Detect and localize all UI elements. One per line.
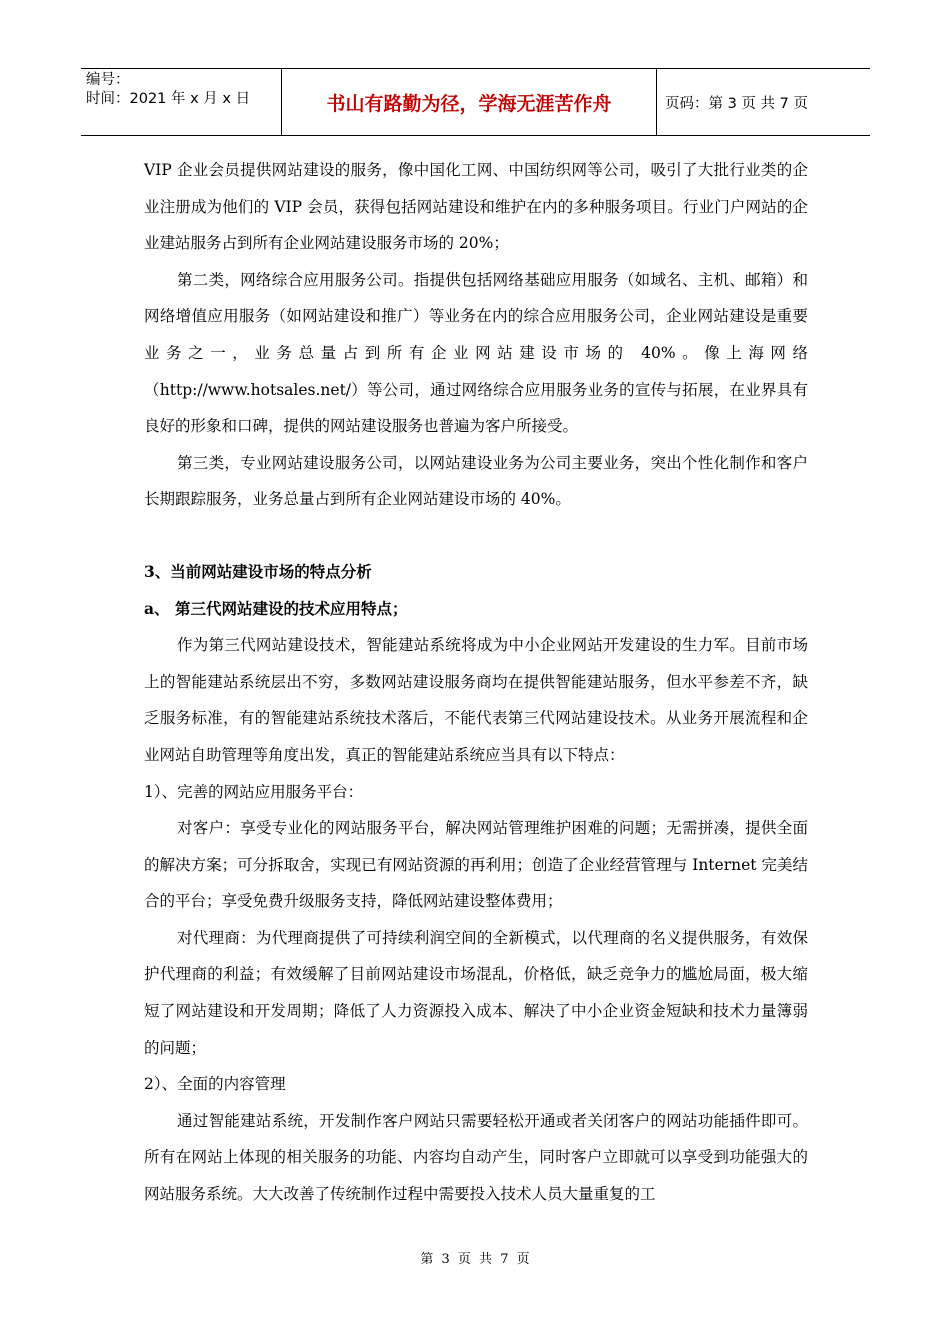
- header-page-info: 页码：第 3 页 共 7 页: [665, 95, 808, 112]
- page-footer: 第 3 页 共 7 页: [420, 1252, 530, 1267]
- paragraph: 对代理商：为代理商提供了可持续利润空间的全新模式，以代理商的名义提供服务，有效保护代理商的利益；有效缓解了目前网站建设市场混乱，价格低，缺乏竞争力的尴尬局面，极大缩短了网站建设和开发周期；降低了人力资源投入成本、解决了中小企业资金短缺和技术力量簿弱的问题；: [144, 928, 808, 1057]
- time-label: 时间：2021 年 x 月 x 日: [86, 91, 251, 107]
- subsection-heading: a、 第三代网站建设的技术应用特点；: [144, 598, 408, 618]
- spacer: [144, 518, 808, 554]
- paragraph: VIP 企业会员提供网站建设的服务，像中国化工网、中国纺织网等公司，吸引了大批行业类的企业注册成为他们的 VIP 会员，获得包括网站建设和维护在内的多种服务项目。行业门户网站的企业建站服务占到所有企业网站建设服务市场的 20%；: [144, 161, 808, 253]
- list-item-heading: 1）、完善的网站应用服务平台：: [144, 782, 364, 801]
- paragraph: 第二类，网络综合应用服务公司。指提供包括网络基础应用服务（如域名、主机、邮箱）和网络增值应用服务（如网站建设和推广）等业务在内的综合应用服务公司，企业网站建设是重要业务之一，业务总量占到所有企业网站建设市场的 40%。像上海网络（http://www.hotsales.net/）等公司，通过网络综合应用服务业务的宣传与拓展，在业界具有良好的形象和口碑，提供的网站建设服务也普遍为客户所接受。: [144, 270, 808, 436]
- paragraph: 第三类，专业网站建设服务公司，以网站建设业务为公司主要业务，突出个性化制作和客户长期跟踪服务，业务总量占到所有企业网站建设市场的 40%。: [144, 453, 808, 509]
- paragraph: 对客户：享受专业化的网站服务平台，解决网站管理维护困难的问题；无需拼凑，提供全面的解决方案；可分拆取舍，实现已有网站资源的再利用；创造了企业经营管理与 Internet 完美结合的平台；享受免费升级服务支持，降低网站建设整体费用；: [144, 819, 808, 911]
- serial-label: 编号：: [86, 72, 130, 88]
- paragraph: 通过智能建站系统，开发制作客户网站只需要轻松开通或者关闭客户的网站功能插件即可。所有在网站上体现的相关服务的功能、内容均自动产生，同时客户立即就可以享受到功能强大的网站服务系统。大大改善了传统制作过程中需要投入技术人员大量重复的工: [144, 1111, 808, 1204]
- document-body: [144, 152, 808, 1213]
- header-motto: 书山有路勤为径，学海无涯苦作舟: [282, 69, 657, 135]
- section-heading: 3、当前网站建设市场的特点分析: [144, 561, 372, 581]
- page-header: [81, 68, 870, 136]
- header-meta: [81, 69, 282, 135]
- paragraph: 作为第三代网站建设技术，智能建站系统将成为中小企业网站开发建设的生力军。目前市场上的智能建站系统层出不穷，多数网站建设服务商均在提供智能建站服务，但水平参差不齐，缺乏服务标准，有的智能建站系统技术落后，不能代表第三代网站建设技术。从业务开展流程和企业网站自助管理等角度出发，真正的智能建站系统应当具有以下特点：: [144, 636, 808, 764]
- list-item-heading: 2）、全面的内容管理: [144, 1075, 286, 1094]
